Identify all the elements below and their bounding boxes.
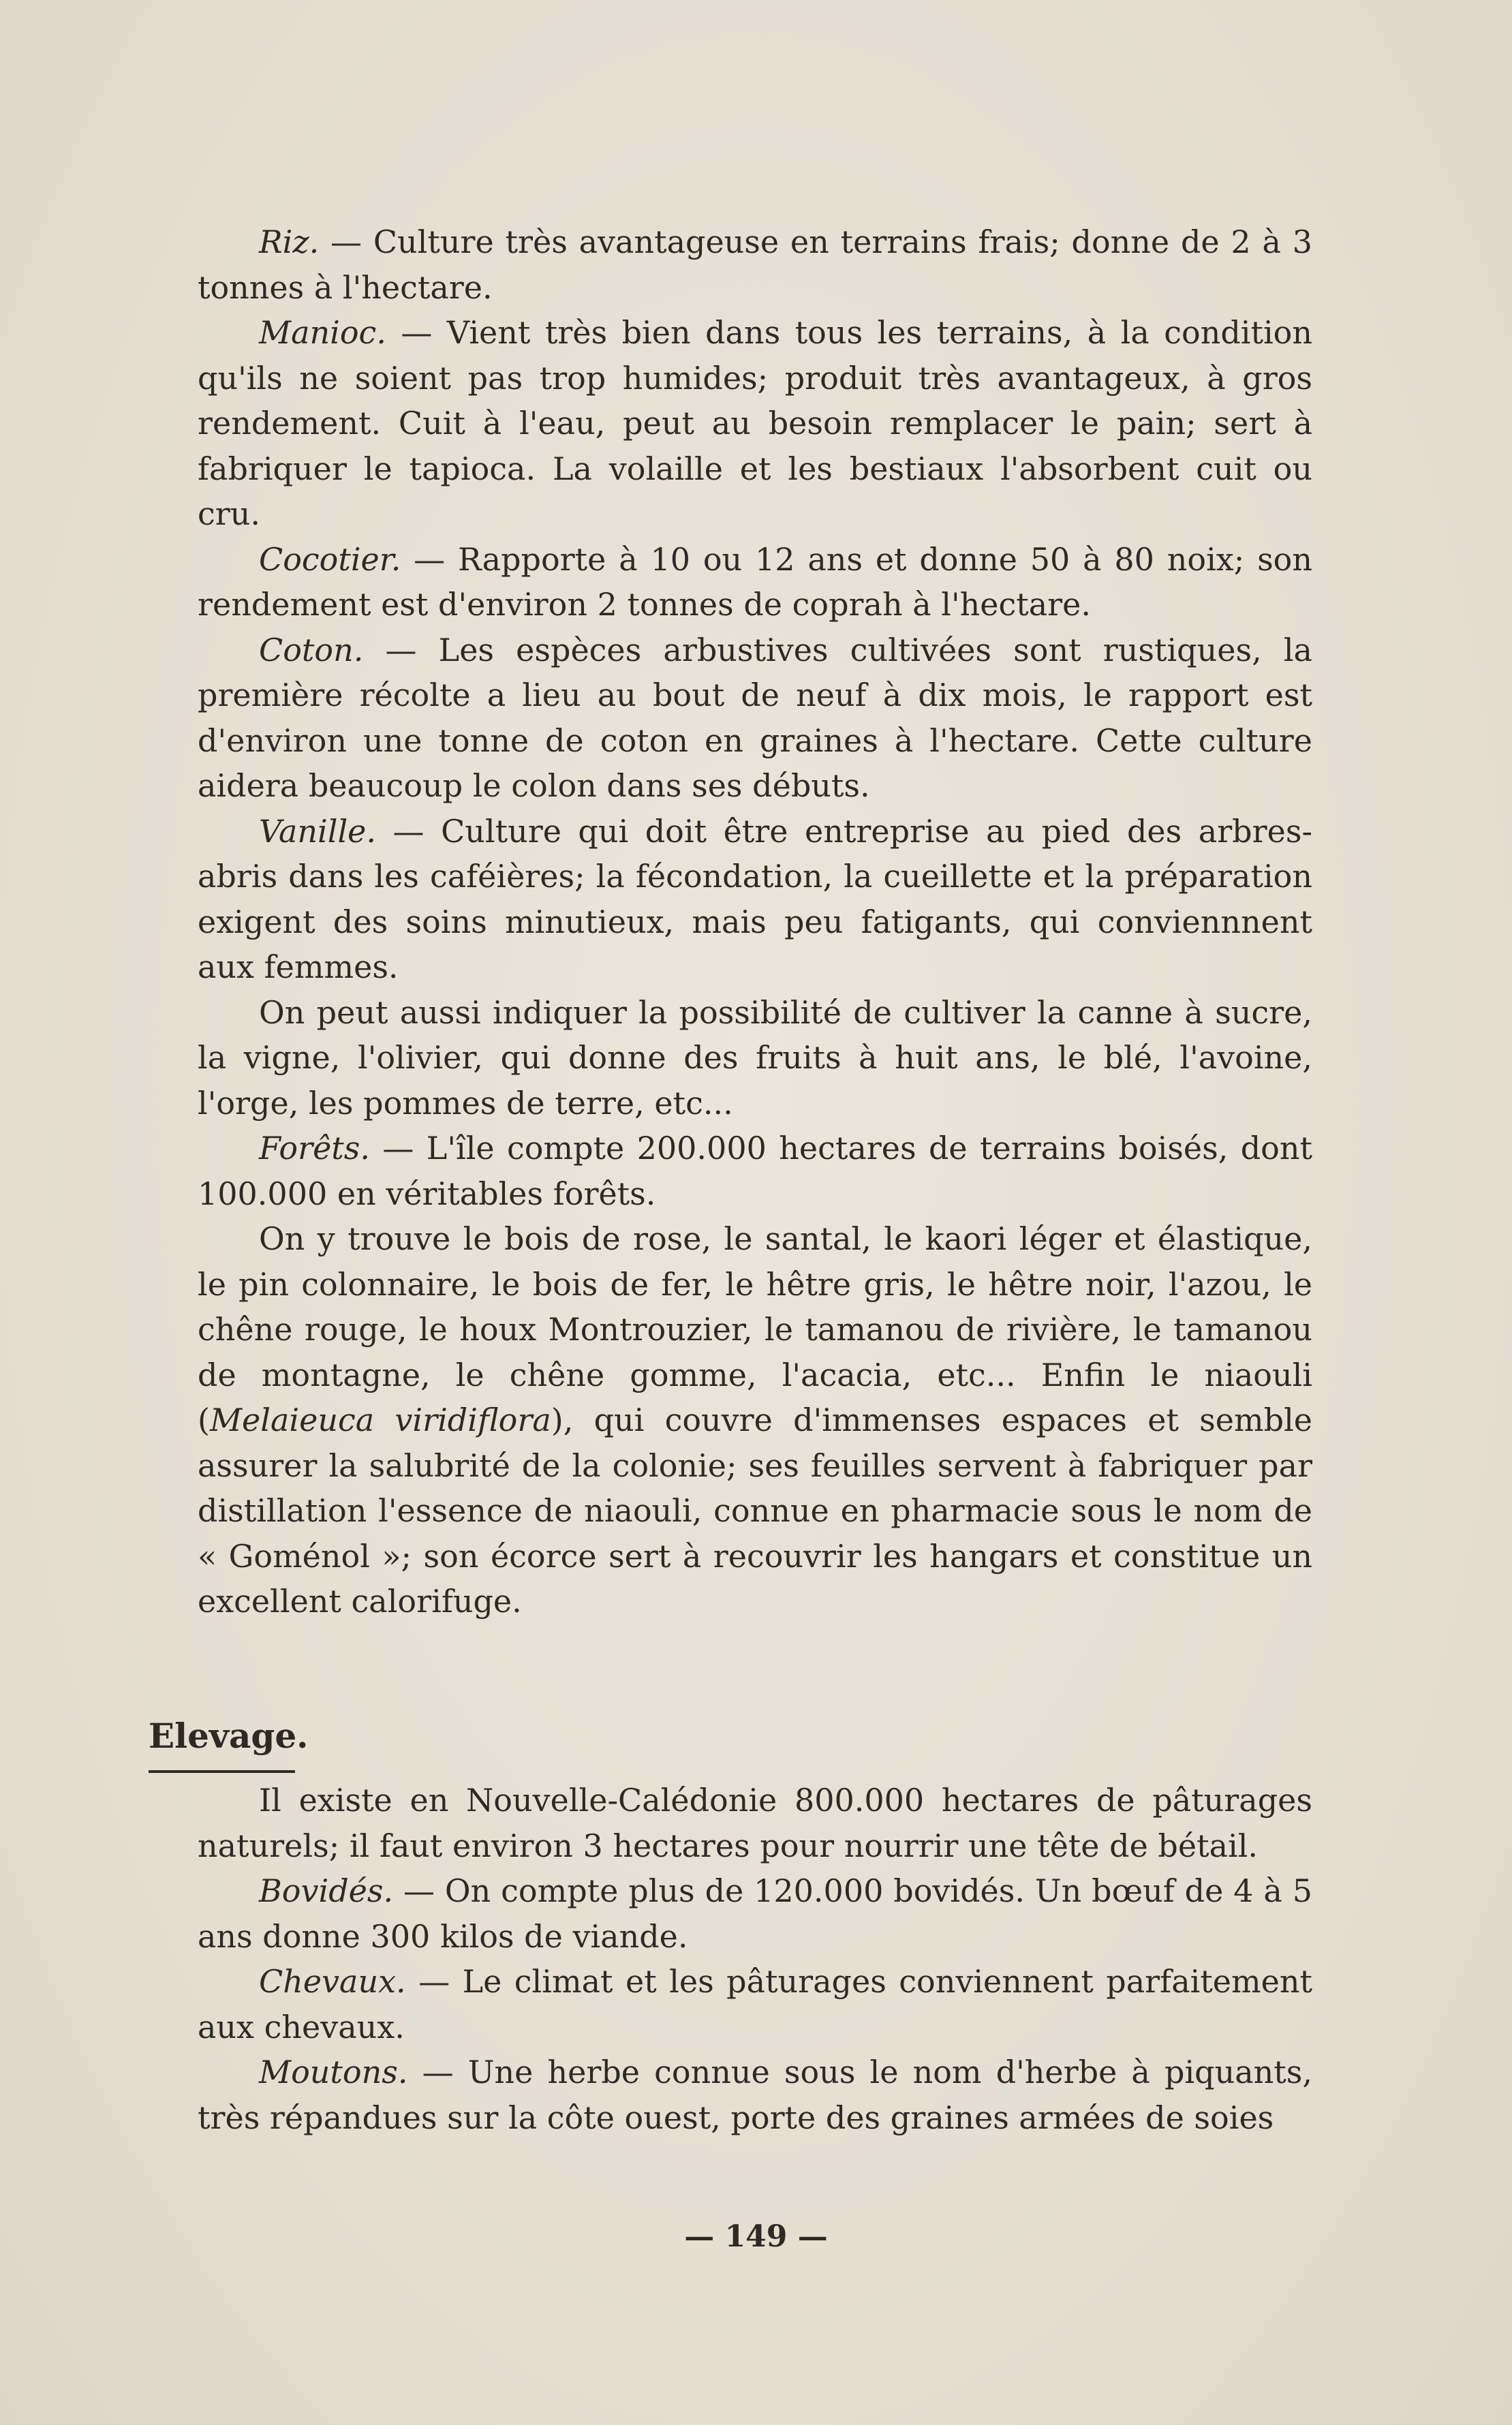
paragraph-moutons xyxy=(198,2050,1312,2140)
culture-text xyxy=(198,219,1312,1624)
text-manioc: — Vient très bien dans tous les terrains, à la condition qu'ils ne soient pas trop humides; produit très avantageux, à gros rendement. Cuit à l'eau, peut au besoin remplacer le pain; sert à fabriquer le tapioca. La volaille et les bestiaux l'absorbent cuit ou cru. xyxy=(198,314,1312,532)
text-coton: — Les espèces arbustives cultivées sont rustiques, la première récolte a lieu au bout de neuf à dix mois, le rapport est d'environ une tonne de coton en graines à l'hectare. Cette culture aidera beaucoup le colon dans ses débuts. xyxy=(198,631,1312,804)
paragraph-manioc xyxy=(198,310,1312,537)
term-coton: Coton. xyxy=(259,631,364,668)
forest-text-part1: On y trouve le bois de rose, le santal, le kaori léger et élastique, le pin colonnaire, le bois de fer, le hêtre gris, le hêtre noir, l'azou, le chêne rouge, le houx Montrouzier, le tamanou de rivière, le tamanou de montagne, le chêne gomme, l'acacia, etc... Enfin le niaouli ( xyxy=(198,1220,1312,1438)
text-cocotier: — Rapporte à 10 ou 12 ans et donne 50 à 80 noix; son rendement est d'environ 2 tonnes de coprah à l'hectare. xyxy=(198,540,1312,623)
text-forets: — L'île compte 200.000 hectares de terrains boisés, dont 100.000 en véritables forêts. xyxy=(198,1130,1312,1212)
text-bovides: — On compte plus de 120.000 bovidés. Un bœuf de 4 à 5 ans donne 300 kilos de viande. xyxy=(198,1872,1312,1955)
paragraph-riz xyxy=(198,219,1312,310)
paragraph-paturages xyxy=(198,1778,1312,1868)
paragraph-chevaux xyxy=(198,1959,1312,2050)
paragraph-cocotier xyxy=(198,537,1312,628)
text-paturages: Il existe en Nouvelle-Calédonie 800.000 hectares de pâturages naturels; il faut environ 3 hectares pour nourrir une tête de bétail. xyxy=(198,1782,1312,1864)
paragraph-forets xyxy=(198,1126,1312,1216)
section-heading-elevage: Elevage. xyxy=(149,1716,309,1756)
page-number: — 149 — xyxy=(684,2219,828,2254)
term-vanille: Vanille. xyxy=(259,812,377,850)
text-vanille: — Culture qui doit être entreprise au pied des arbres-abris dans les caféières; la fécondation, la cueillette et la préparation exigent des soins minutieux, mais peu fatigants, qui conviennnent aux femmes. xyxy=(198,812,1312,985)
term-cocotier: Cocotier. xyxy=(259,540,401,578)
text-chevaux: — Le climat et les pâturages conviennent parfaitement aux chevaux. xyxy=(198,1963,1312,2045)
term-forets: Forêts. xyxy=(259,1130,371,1167)
text-moutons: — Une herbe connue sous le nom d'herbe à piquants, très répandues sur la côte ouest, porte des graines armées de soies xyxy=(198,2054,1312,2136)
paragraph-essences-forestieres xyxy=(198,1216,1312,1624)
forest-text-part2: ), qui couvre d'immenses espaces et semble assurer la salubrité de la colonie; ses feuilles servent à fabriquer par distillation l'essence de niaouli, connue en pharmacie sous le nom de « Goménol »; son écorce sert à recouvrir les hangars et constitue un excellent calorifuge. xyxy=(198,1402,1312,1620)
species-name: Melaieuca viridiflora xyxy=(209,1402,551,1438)
paragraph-vanille xyxy=(198,809,1312,990)
term-chevaux: Chevaux. xyxy=(259,1963,406,2000)
term-riz: Riz. xyxy=(259,223,320,260)
paragraph-coton xyxy=(198,628,1312,809)
heading-underline xyxy=(149,1770,295,1773)
elevage-text xyxy=(198,1778,1312,2140)
paragraph-bovides xyxy=(198,1868,1312,1959)
term-manioc: Manioc. xyxy=(259,314,386,351)
text-autres-cultures: On peut aussi indiquer la possibilité de cultiver la canne à sucre, la vigne, l'olivier, qui donne des fruits à huit ans, le blé, l'avoine, l'orge, les pommes de terre, etc... xyxy=(198,993,1312,1122)
paragraph-autres-cultures xyxy=(198,990,1312,1126)
term-bovides: Bovidés. xyxy=(259,1872,394,1909)
text-riz: — Culture très avantageuse en terrains frais; donne de 2 à 3 tonnes à l'hectare. xyxy=(198,223,1312,306)
term-moutons: Moutons. xyxy=(259,2054,408,2090)
